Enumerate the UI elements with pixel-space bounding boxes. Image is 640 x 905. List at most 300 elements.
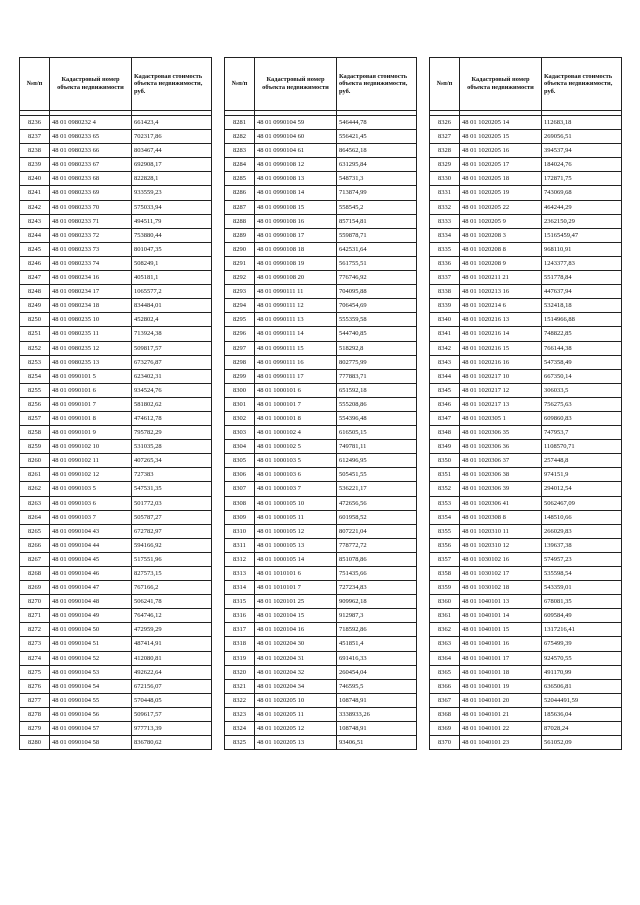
cell-row-number: 8295 bbox=[225, 313, 255, 327]
cell-row-number: 8337 bbox=[430, 271, 460, 285]
table-row bbox=[225, 581, 417, 595]
cell-cadastral-number: 48 01 1020216 14 bbox=[460, 327, 542, 341]
cell-cadastral-value: 673276,87 bbox=[132, 355, 212, 369]
table-row bbox=[225, 651, 417, 665]
cell-row-number: 8336 bbox=[430, 256, 460, 270]
cell-cadastral-value: 764746,12 bbox=[132, 609, 212, 623]
table-row bbox=[225, 144, 417, 158]
cell-row-number: 8291 bbox=[225, 256, 255, 270]
cell-cadastral-value: 702317,86 bbox=[132, 130, 212, 144]
cell-cadastral-value: 108748,91 bbox=[337, 693, 417, 707]
table-row bbox=[430, 524, 622, 538]
cell-cadastral-number: 48 01 1020104 15 bbox=[255, 609, 337, 623]
table-row bbox=[430, 651, 622, 665]
cell-cadastral-value: 5062467,09 bbox=[542, 496, 622, 510]
cell-row-number: 8338 bbox=[430, 285, 460, 299]
table-row bbox=[430, 665, 622, 679]
cell-row-number: 8324 bbox=[225, 722, 255, 736]
table-row bbox=[20, 411, 212, 425]
table-row bbox=[20, 144, 212, 158]
cell-row-number: 8280 bbox=[20, 736, 50, 750]
cell-row-number: 8283 bbox=[225, 144, 255, 158]
header-cadastral-number: Кадастровый номер объекта недвижимости bbox=[50, 58, 132, 111]
cell-row-number: 8358 bbox=[430, 567, 460, 581]
cell-cadastral-number: 48 01 0980235 13 bbox=[50, 355, 132, 369]
cell-cadastral-value: 753880,44 bbox=[132, 228, 212, 242]
cell-cadastral-number: 48 01 1020205 13 bbox=[255, 736, 337, 750]
table-row bbox=[225, 707, 417, 721]
header-row-number: №п/п bbox=[430, 58, 460, 111]
cell-cadastral-value: 1243377,83 bbox=[542, 256, 622, 270]
cell-cadastral-number: 48 01 1040101 19 bbox=[460, 679, 542, 693]
cell-row-number: 8287 bbox=[225, 200, 255, 214]
table-row bbox=[225, 186, 417, 200]
cell-cadastral-value: 548731,3 bbox=[337, 172, 417, 186]
table-row bbox=[430, 482, 622, 496]
cell-cadastral-value: 623402,31 bbox=[132, 369, 212, 383]
cell-cadastral-value: 492622,64 bbox=[132, 665, 212, 679]
cell-cadastral-value: 412080,81 bbox=[132, 651, 212, 665]
cell-cadastral-number: 48 01 0990111 14 bbox=[255, 327, 337, 341]
table-row bbox=[430, 228, 622, 242]
cell-cadastral-number: 48 01 0990103 6 bbox=[50, 496, 132, 510]
cell-cadastral-value: 536221,17 bbox=[337, 482, 417, 496]
table-row bbox=[225, 496, 417, 510]
cell-row-number: 8281 bbox=[225, 116, 255, 130]
cell-cadastral-value: 713924,38 bbox=[132, 327, 212, 341]
cell-cadastral-number: 48 01 1020216 13 bbox=[460, 313, 542, 327]
cell-cadastral-value: 749781,11 bbox=[337, 440, 417, 454]
cell-cadastral-value: 704095,88 bbox=[337, 285, 417, 299]
cell-cadastral-value: 561052,09 bbox=[542, 736, 622, 750]
cell-cadastral-number: 48 01 0980234 16 bbox=[50, 271, 132, 285]
cell-cadastral-value: 924570,55 bbox=[542, 651, 622, 665]
cell-cadastral-value: 575033,94 bbox=[132, 200, 212, 214]
cell-cadastral-value: 1317216,41 bbox=[542, 623, 622, 637]
cell-row-number: 8306 bbox=[225, 468, 255, 482]
table-row bbox=[225, 538, 417, 552]
cell-row-number: 8353 bbox=[430, 496, 460, 510]
cell-row-number: 8247 bbox=[20, 271, 50, 285]
cell-row-number: 8288 bbox=[225, 214, 255, 228]
cell-cadastral-value: 487414,91 bbox=[132, 637, 212, 651]
cell-cadastral-number: 48 01 1040101 13 bbox=[460, 595, 542, 609]
cell-cadastral-number: 48 01 0980235 11 bbox=[50, 327, 132, 341]
cell-cadastral-number: 48 01 0990104 50 bbox=[50, 623, 132, 637]
table-row bbox=[430, 144, 622, 158]
cell-row-number: 8258 bbox=[20, 426, 50, 440]
cell-row-number: 8275 bbox=[20, 665, 50, 679]
table-row bbox=[225, 440, 417, 454]
cell-row-number: 8342 bbox=[430, 341, 460, 355]
table-row bbox=[225, 172, 417, 186]
table-body bbox=[430, 116, 622, 750]
table-row bbox=[20, 426, 212, 440]
cell-cadastral-number: 48 01 1020205 17 bbox=[460, 158, 542, 172]
cell-cadastral-value: 556421,45 bbox=[337, 130, 417, 144]
cell-cadastral-number: 48 01 1040101 16 bbox=[460, 637, 542, 651]
cell-cadastral-value: 52044491,59 bbox=[542, 693, 622, 707]
cell-row-number: 8349 bbox=[430, 440, 460, 454]
cell-row-number: 8340 bbox=[430, 313, 460, 327]
cell-cadastral-number: 48 01 1020205 16 bbox=[460, 144, 542, 158]
cell-row-number: 8319 bbox=[225, 651, 255, 665]
table-row bbox=[225, 637, 417, 651]
table-row bbox=[225, 228, 417, 242]
cell-cadastral-number: 48 01 0980233 66 bbox=[50, 144, 132, 158]
cell-cadastral-value: 678081,35 bbox=[542, 595, 622, 609]
cell-cadastral-number: 48 01 0980233 70 bbox=[50, 200, 132, 214]
table-row bbox=[225, 411, 417, 425]
cell-cadastral-number: 48 01 1020213 16 bbox=[460, 285, 542, 299]
cell-row-number: 8331 bbox=[430, 186, 460, 200]
table-row bbox=[20, 482, 212, 496]
table-row bbox=[20, 538, 212, 552]
cell-cadastral-number: 48 01 1040101 23 bbox=[460, 736, 542, 750]
table-row bbox=[20, 383, 212, 397]
cell-cadastral-value: 1065577,2 bbox=[132, 285, 212, 299]
table-row bbox=[225, 482, 417, 496]
cell-row-number: 8277 bbox=[20, 693, 50, 707]
table-row bbox=[430, 116, 622, 130]
cell-cadastral-number: 48 01 1020217 13 bbox=[460, 397, 542, 411]
table-row bbox=[430, 595, 622, 609]
cell-cadastral-value: 509617,57 bbox=[132, 707, 212, 721]
table-row bbox=[20, 130, 212, 144]
cell-cadastral-number: 48 01 1000101 7 bbox=[255, 397, 337, 411]
cell-cadastral-value: 672156,07 bbox=[132, 679, 212, 693]
cell-row-number: 8248 bbox=[20, 285, 50, 299]
table-row bbox=[430, 496, 622, 510]
cell-row-number: 8344 bbox=[430, 369, 460, 383]
table-row bbox=[225, 158, 417, 172]
cell-cadastral-number: 48 01 1020205 9 bbox=[460, 214, 542, 228]
cell-cadastral-value: 139637,38 bbox=[542, 538, 622, 552]
cell-row-number: 8316 bbox=[225, 609, 255, 623]
cell-row-number: 8317 bbox=[225, 623, 255, 637]
cell-row-number: 8354 bbox=[430, 510, 460, 524]
cell-row-number: 8335 bbox=[430, 242, 460, 256]
cell-cadastral-value: 464244,29 bbox=[542, 200, 622, 214]
cell-cadastral-value: 802775,99 bbox=[337, 355, 417, 369]
cell-cadastral-value: 1514966,88 bbox=[542, 313, 622, 327]
cell-cadastral-value: 756275,63 bbox=[542, 397, 622, 411]
cell-cadastral-value: 494511,79 bbox=[132, 214, 212, 228]
cell-cadastral-number: 48 01 1040101 14 bbox=[460, 609, 542, 623]
table-row bbox=[225, 130, 417, 144]
cell-cadastral-value: 532418,18 bbox=[542, 299, 622, 313]
table-row bbox=[20, 609, 212, 623]
cell-cadastral-value: 594166,92 bbox=[132, 538, 212, 552]
cell-row-number: 8346 bbox=[430, 397, 460, 411]
cell-cadastral-value: 509817,57 bbox=[132, 341, 212, 355]
cell-cadastral-number: 48 01 1000105 10 bbox=[255, 496, 337, 510]
cell-cadastral-value: 407265,34 bbox=[132, 454, 212, 468]
cell-cadastral-number: 48 01 1020205 18 bbox=[460, 172, 542, 186]
cell-cadastral-number: 48 01 1020305 1 bbox=[460, 411, 542, 425]
table-row bbox=[430, 679, 622, 693]
cell-cadastral-value: 636506,81 bbox=[542, 679, 622, 693]
cell-cadastral-number: 48 01 1020208 3 bbox=[460, 228, 542, 242]
cell-row-number: 8245 bbox=[20, 242, 50, 256]
cell-cadastral-number: 48 01 0990104 53 bbox=[50, 665, 132, 679]
cell-cadastral-number: 48 01 1040101 22 bbox=[460, 722, 542, 736]
table-row bbox=[20, 468, 212, 482]
cell-cadastral-value: 574957,23 bbox=[542, 552, 622, 566]
cell-cadastral-number: 48 01 1040101 17 bbox=[460, 651, 542, 665]
cell-row-number: 8356 bbox=[430, 538, 460, 552]
cell-cadastral-value: 909962,18 bbox=[337, 595, 417, 609]
cell-cadastral-number: 48 01 0990111 16 bbox=[255, 355, 337, 369]
table-row bbox=[430, 538, 622, 552]
cell-row-number: 8341 bbox=[430, 327, 460, 341]
table-row bbox=[225, 271, 417, 285]
cell-cadastral-number: 48 01 0990104 54 bbox=[50, 679, 132, 693]
cell-row-number: 8272 bbox=[20, 623, 50, 637]
table-row bbox=[225, 623, 417, 637]
cell-row-number: 8278 bbox=[20, 707, 50, 721]
cell-cadastral-value: 491170,99 bbox=[542, 665, 622, 679]
cell-cadastral-value: 555208,86 bbox=[337, 397, 417, 411]
cell-cadastral-value: 827573,15 bbox=[132, 567, 212, 581]
cell-cadastral-number: 48 01 0990108 12 bbox=[255, 158, 337, 172]
cell-row-number: 8310 bbox=[225, 524, 255, 538]
cell-cadastral-value: 822828,1 bbox=[132, 172, 212, 186]
cell-cadastral-number: 48 01 0980234 18 bbox=[50, 299, 132, 313]
cell-cadastral-value: 451851,4 bbox=[337, 637, 417, 651]
cell-row-number: 8236 bbox=[20, 116, 50, 130]
cell-row-number: 8263 bbox=[20, 496, 50, 510]
cell-cadastral-value: 601958,52 bbox=[337, 510, 417, 524]
cell-cadastral-value: 172871,75 bbox=[542, 172, 622, 186]
cell-cadastral-number: 48 01 0990108 20 bbox=[255, 271, 337, 285]
table-row bbox=[225, 468, 417, 482]
cell-row-number: 8292 bbox=[225, 271, 255, 285]
cell-row-number: 8290 bbox=[225, 242, 255, 256]
cell-row-number: 8312 bbox=[225, 552, 255, 566]
table-row bbox=[20, 510, 212, 524]
cell-row-number: 8276 bbox=[20, 679, 50, 693]
cell-row-number: 8244 bbox=[20, 228, 50, 242]
cell-row-number: 8240 bbox=[20, 172, 50, 186]
cell-cadastral-value: 559878,71 bbox=[337, 228, 417, 242]
cell-cadastral-number: 48 01 1000101 8 bbox=[255, 411, 337, 425]
table-row bbox=[430, 369, 622, 383]
cell-cadastral-value: 977713,39 bbox=[132, 722, 212, 736]
table-row bbox=[225, 595, 417, 609]
cell-cadastral-number: 48 01 1000103 5 bbox=[255, 454, 337, 468]
cell-row-number: 8345 bbox=[430, 383, 460, 397]
table-row bbox=[430, 355, 622, 369]
cell-row-number: 8254 bbox=[20, 369, 50, 383]
cell-cadastral-number: 48 01 1020205 14 bbox=[460, 116, 542, 130]
cell-row-number: 8237 bbox=[20, 130, 50, 144]
table-row bbox=[20, 496, 212, 510]
cell-row-number: 8329 bbox=[430, 158, 460, 172]
cell-row-number: 8251 bbox=[20, 327, 50, 341]
cell-row-number: 8294 bbox=[225, 299, 255, 313]
table-row bbox=[430, 313, 622, 327]
table-row bbox=[20, 397, 212, 411]
table-row bbox=[430, 411, 622, 425]
cell-cadastral-value: 857154,81 bbox=[337, 214, 417, 228]
cell-cadastral-value: 87028,24 bbox=[542, 722, 622, 736]
cell-cadastral-value: 934524,76 bbox=[132, 383, 212, 397]
cell-row-number: 8368 bbox=[430, 707, 460, 721]
cell-row-number: 8348 bbox=[430, 426, 460, 440]
cell-row-number: 8311 bbox=[225, 538, 255, 552]
cell-cadastral-value: 718592,86 bbox=[337, 623, 417, 637]
header-cadastral-number: Кадастровый номер объекта недвижимости bbox=[255, 58, 337, 111]
cell-cadastral-number: 48 01 0990108 14 bbox=[255, 186, 337, 200]
cell-cadastral-number: 48 01 0990108 19 bbox=[255, 256, 337, 270]
table-row bbox=[225, 369, 417, 383]
cell-row-number: 8289 bbox=[225, 228, 255, 242]
cell-cadastral-value: 108748,91 bbox=[337, 722, 417, 736]
cell-cadastral-number: 48 01 1040101 21 bbox=[460, 707, 542, 721]
cell-cadastral-value: 974151,9 bbox=[542, 468, 622, 482]
cell-cadastral-number: 48 01 0980234 17 bbox=[50, 285, 132, 299]
table-row bbox=[20, 200, 212, 214]
cell-row-number: 8282 bbox=[225, 130, 255, 144]
cell-cadastral-number: 48 01 1020306 36 bbox=[460, 440, 542, 454]
table-row bbox=[430, 186, 622, 200]
cell-row-number: 8308 bbox=[225, 496, 255, 510]
cell-row-number: 8347 bbox=[430, 411, 460, 425]
table-row bbox=[430, 383, 622, 397]
cell-cadastral-number: 48 01 1020101 25 bbox=[255, 595, 337, 609]
cell-cadastral-number: 48 01 1020216 15 bbox=[460, 341, 542, 355]
cell-cadastral-number: 48 01 0990104 56 bbox=[50, 707, 132, 721]
cell-row-number: 8370 bbox=[430, 736, 460, 750]
cell-cadastral-number: 48 01 1020306 37 bbox=[460, 454, 542, 468]
cell-row-number: 8359 bbox=[430, 581, 460, 595]
table-row bbox=[20, 637, 212, 651]
table-row bbox=[20, 228, 212, 242]
cell-cadastral-number: 48 01 0990104 45 bbox=[50, 552, 132, 566]
cell-cadastral-value: 447637,94 bbox=[542, 285, 622, 299]
table-row bbox=[20, 707, 212, 721]
cell-row-number: 8255 bbox=[20, 383, 50, 397]
cell-row-number: 8309 bbox=[225, 510, 255, 524]
cell-cadastral-number: 48 01 0990108 13 bbox=[255, 172, 337, 186]
cell-cadastral-number: 48 01 1020214 6 bbox=[460, 299, 542, 313]
cell-cadastral-value: 834484,01 bbox=[132, 299, 212, 313]
cell-cadastral-value: 570448,05 bbox=[132, 693, 212, 707]
cell-row-number: 8315 bbox=[225, 595, 255, 609]
cell-row-number: 8286 bbox=[225, 186, 255, 200]
table-row bbox=[225, 665, 417, 679]
cell-cadastral-number: 48 01 0980233 74 bbox=[50, 256, 132, 270]
table-row bbox=[225, 552, 417, 566]
cell-row-number: 8302 bbox=[225, 411, 255, 425]
cell-cadastral-value: 609584,49 bbox=[542, 609, 622, 623]
cell-cadastral-number: 48 01 0990104 49 bbox=[50, 609, 132, 623]
cell-row-number: 8321 bbox=[225, 679, 255, 693]
table-row bbox=[20, 651, 212, 665]
cell-row-number: 8305 bbox=[225, 454, 255, 468]
cell-cadastral-value: 508249,1 bbox=[132, 256, 212, 270]
table-row bbox=[430, 722, 622, 736]
cell-row-number: 8267 bbox=[20, 552, 50, 566]
cell-cadastral-number: 48 01 1020217 12 bbox=[460, 383, 542, 397]
cell-row-number: 8332 bbox=[430, 200, 460, 214]
table-row bbox=[225, 454, 417, 468]
cell-cadastral-value: 394537,94 bbox=[542, 144, 622, 158]
cell-row-number: 8265 bbox=[20, 524, 50, 538]
cell-row-number: 8261 bbox=[20, 468, 50, 482]
cell-row-number: 8239 bbox=[20, 158, 50, 172]
table-row bbox=[225, 693, 417, 707]
cell-cadastral-number: 48 01 1020205 15 bbox=[460, 130, 542, 144]
table-row bbox=[20, 172, 212, 186]
cell-row-number: 8362 bbox=[430, 623, 460, 637]
header-row-number: №п/п bbox=[225, 58, 255, 111]
table-row bbox=[225, 116, 417, 130]
header-cadastral-number: Кадастровый номер объекта недвижимости bbox=[460, 58, 542, 111]
cell-cadastral-value: 554396,48 bbox=[337, 411, 417, 425]
cell-cadastral-value: 266029,83 bbox=[542, 524, 622, 538]
cell-row-number: 8322 bbox=[225, 693, 255, 707]
cell-row-number: 8307 bbox=[225, 482, 255, 496]
cadastral-table-3 bbox=[429, 57, 622, 750]
cell-cadastral-number: 48 01 1010101 7 bbox=[255, 581, 337, 595]
table-row bbox=[20, 679, 212, 693]
cell-cadastral-value: 851078,86 bbox=[337, 552, 417, 566]
table-row bbox=[430, 468, 622, 482]
table-row bbox=[430, 341, 622, 355]
cell-row-number: 8330 bbox=[430, 172, 460, 186]
table-row bbox=[430, 172, 622, 186]
cell-row-number: 8268 bbox=[20, 567, 50, 581]
cell-cadastral-value: 776746,92 bbox=[337, 271, 417, 285]
cell-row-number: 8246 bbox=[20, 256, 50, 270]
table-row bbox=[430, 200, 622, 214]
cell-cadastral-value: 747953,7 bbox=[542, 426, 622, 440]
cell-cadastral-value: 112683,18 bbox=[542, 116, 622, 130]
cell-cadastral-number: 48 01 0980235 12 bbox=[50, 341, 132, 355]
cell-row-number: 8249 bbox=[20, 299, 50, 313]
cell-row-number: 8243 bbox=[20, 214, 50, 228]
cell-cadastral-number: 48 01 1000102 5 bbox=[255, 440, 337, 454]
table-row bbox=[430, 285, 622, 299]
cell-row-number: 8299 bbox=[225, 369, 255, 383]
table-row bbox=[430, 242, 622, 256]
cell-row-number: 8361 bbox=[430, 609, 460, 623]
cell-cadastral-value: 968110,91 bbox=[542, 242, 622, 256]
cell-cadastral-number: 48 01 0990104 61 bbox=[255, 144, 337, 158]
cell-cadastral-number: 48 01 0990101 8 bbox=[50, 411, 132, 425]
table-row bbox=[430, 609, 622, 623]
cell-cadastral-number: 48 01 0990101 9 bbox=[50, 426, 132, 440]
cell-cadastral-number: 48 01 0990103 5 bbox=[50, 482, 132, 496]
cell-cadastral-number: 48 01 1020104 16 bbox=[255, 623, 337, 637]
cell-cadastral-value: 505451,55 bbox=[337, 468, 417, 482]
table-row bbox=[430, 256, 622, 270]
cell-cadastral-value: 551778,84 bbox=[542, 271, 622, 285]
table-row bbox=[20, 524, 212, 538]
cell-cadastral-number: 48 01 0990104 51 bbox=[50, 637, 132, 651]
cell-cadastral-value: 727383 bbox=[132, 468, 212, 482]
table-row bbox=[430, 637, 622, 651]
cell-cadastral-value: 836780,62 bbox=[132, 736, 212, 750]
table-row bbox=[225, 510, 417, 524]
cell-cadastral-number: 48 01 0990111 12 bbox=[255, 299, 337, 313]
cell-cadastral-number: 48 01 0990111 15 bbox=[255, 341, 337, 355]
table-row bbox=[430, 454, 622, 468]
cell-cadastral-number: 48 01 1020306 38 bbox=[460, 468, 542, 482]
cell-cadastral-number: 48 01 1020306 39 bbox=[460, 482, 542, 496]
